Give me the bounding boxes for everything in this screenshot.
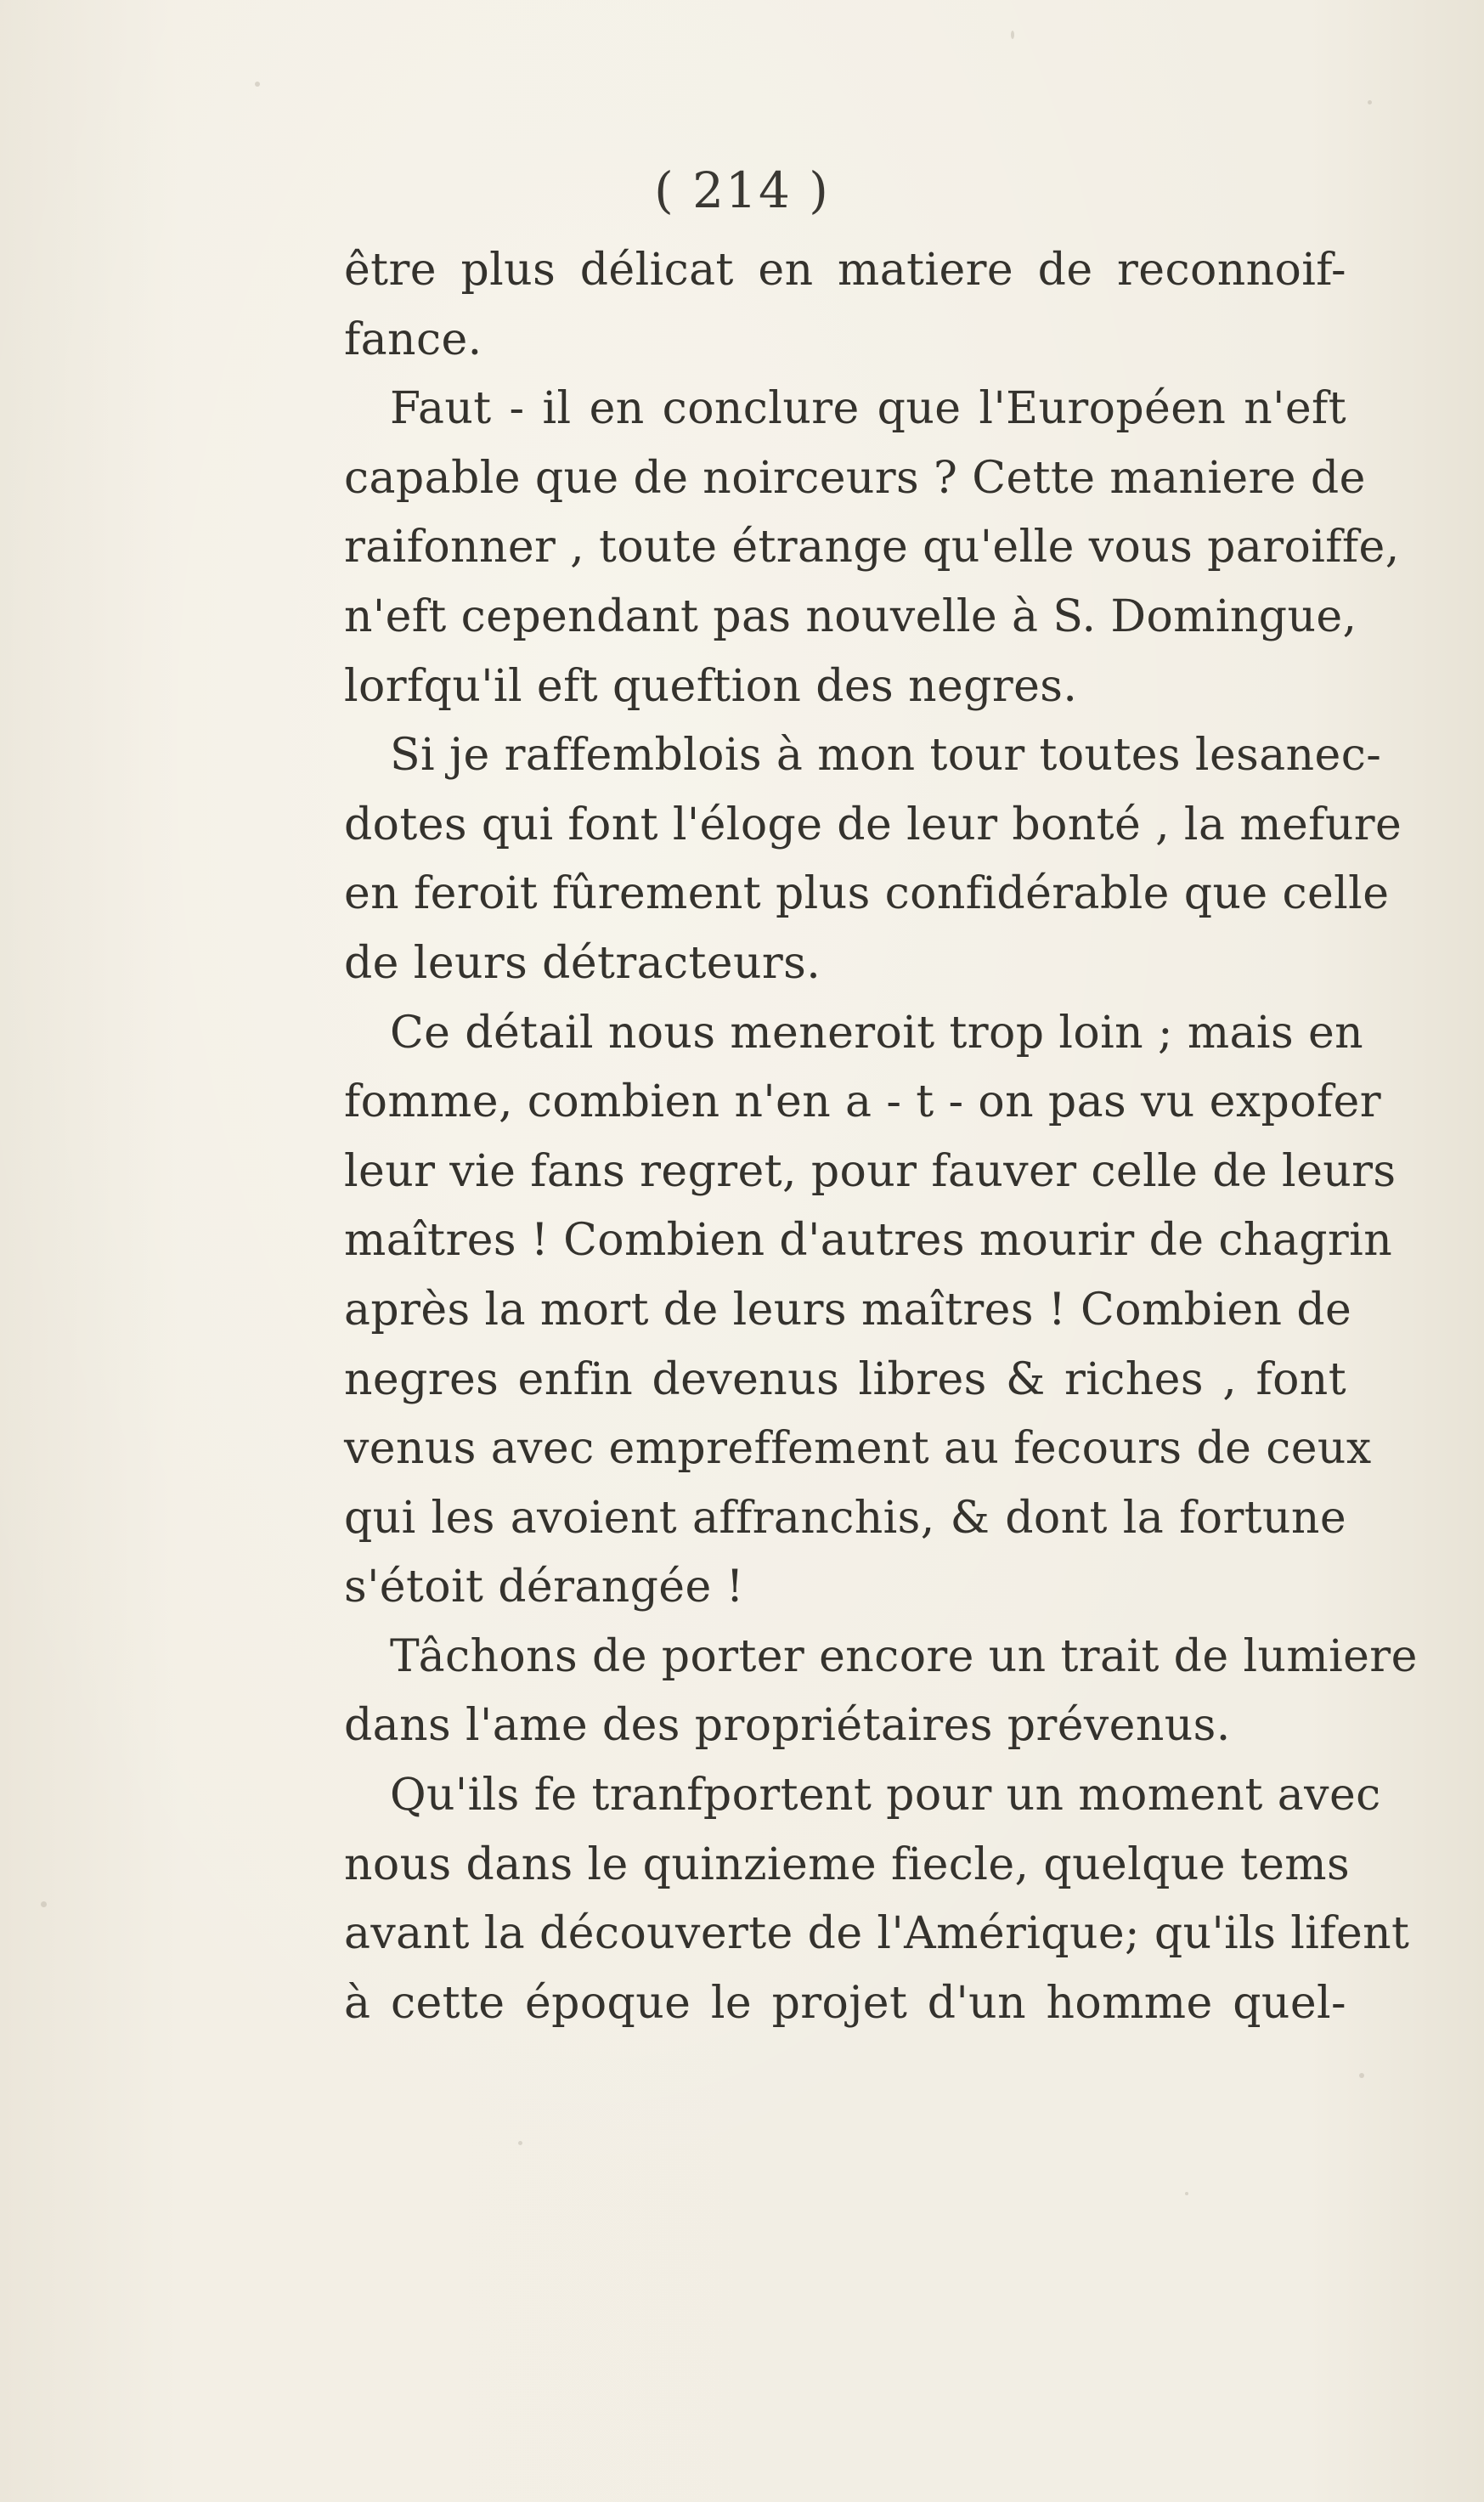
paper-speck	[1185, 2192, 1188, 2195]
text-line: fomme, combien n'en a - t - on pas vu expofer	[344, 1076, 1381, 1128]
text-line: à cette époque le projet d'un homme quel-	[344, 1977, 1346, 2029]
text-line: être plus délicat en matiere de reconnoif-	[344, 245, 1346, 296]
text-line: Tâchons de porter encore un trait de lumiere	[390, 1630, 1418, 1682]
text-line: leur vie fans regret, pour fauver celle de leurs	[344, 1145, 1397, 1197]
text-line: lorfqu'il eft queftion des negres.	[344, 660, 1078, 712]
text-line: Qu'ils fe tranfportent pour un moment avec	[390, 1770, 1381, 1821]
text-line: qui les avoient affranchis, & dont la fortune	[344, 1492, 1346, 1544]
text-line: avant la découverte de l'Amérique; qu'ils lifent	[344, 1908, 1410, 1960]
text-line: après la mort de leurs maîtres ! Combien de	[344, 1284, 1352, 1336]
text-line: fance.	[344, 313, 482, 365]
paper-speck	[1011, 31, 1014, 39]
text-line: dans l'ame des propriétaires prévenus.	[344, 1700, 1231, 1752]
text-line: capable que de noirceurs ? Cette maniere de	[344, 452, 1366, 504]
paper-speck	[518, 2141, 522, 2145]
text-line: s'étoit dérangée !	[344, 1562, 744, 1613]
text-line: Faut - il en conclure que l'Européen n'eft	[390, 383, 1346, 435]
text-line: dotes qui font l'éloge de leur bonté , la mefure	[344, 799, 1402, 850]
paper-speck	[255, 82, 260, 87]
text-line: venus avec empreffement au fecours de ceux	[344, 1423, 1372, 1475]
body-text	[344, 236, 1418, 2038]
text-line: Ce détail nous meneroit trop loin ; mais en	[390, 1007, 1364, 1059]
text-line: negres enfin devenus libres & riches , font	[344, 1353, 1346, 1405]
text-line: raifonner , toute étrange qu'elle vous paroiffe,	[344, 522, 1400, 573]
text-line: Si je raffemblois à mon tour toutes lesanec-	[390, 730, 1382, 782]
page-number: ( 214 )	[654, 161, 830, 219]
paper-speck	[41, 1901, 47, 1907]
text-line: maîtres ! Combien d'autres mourir de chagrin	[344, 1215, 1393, 1267]
text-line: n'eft cependant pas nouvelle à S. Domingue,	[344, 590, 1357, 642]
text-line: en feroit fûrement plus confidérable que celle	[344, 868, 1390, 920]
paper-speck	[1368, 100, 1372, 104]
paper-speck	[1359, 2073, 1364, 2078]
text-line: nous dans le quinzieme fiecle, quelque tems	[344, 1838, 1351, 1890]
text-line: de leurs détracteurs.	[344, 937, 821, 989]
